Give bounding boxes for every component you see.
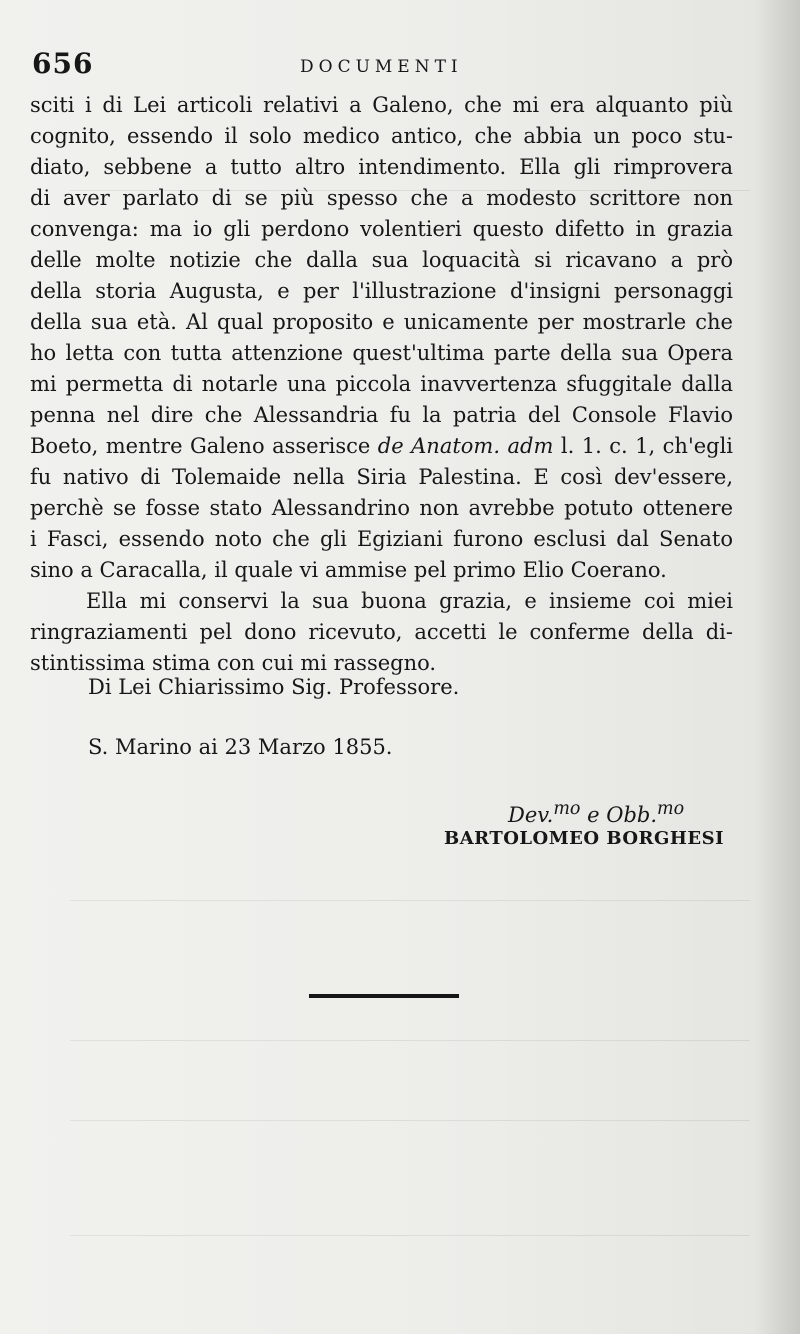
text-line: penna nel dire che Alessandria fu la patria del Console Flavio <box>30 403 733 427</box>
text-line: della storia Augusta, e per l'illustrazione d'insigni personaggi <box>30 279 733 303</box>
text-line: convenga: ma io gli perdono volentieri questo difetto in grazia <box>30 217 733 241</box>
text-line: mi permetta di notarle una piccola inavvertenza sfuggitale dalla <box>30 372 733 396</box>
signoff-obb-sup: mo <box>657 799 685 819</box>
text-line: sino a Caracalla, il quale vi ammise pel primo Elio Coerano. <box>30 558 667 582</box>
citation-title: de Anatom. adm <box>377 434 554 458</box>
section-rule <box>309 994 459 998</box>
text-line: stintissima stima con cui mi rassegno. <box>30 651 437 675</box>
text-line: di aver parlato di se più spesso che a modesto scrittore non <box>30 186 733 210</box>
page-edge-shadow <box>754 0 800 1334</box>
text-line: delle molte notizie che dalla sua loquacità si ricavano a prò <box>30 248 733 272</box>
place-date: S. Marino ai 23 Marzo 1855. <box>88 735 393 759</box>
text-line: ringraziamenti pel dono ricevuto, accetti le conferme della di- <box>30 620 733 644</box>
text-line: sciti i di Lei articoli relativi a Galeno, che mi era alquanto più <box>30 93 733 117</box>
bleed-through-line <box>70 1120 750 1139</box>
text-line: diato, sebbene a tutto altro intendimento. Ella gli rimprovera <box>30 155 733 179</box>
letter-body <box>30 90 733 679</box>
text-line: ho letta con tutta attenzione quest'ultima parte della sua Opera <box>30 341 733 365</box>
bleed-through-line <box>70 900 750 919</box>
running-title: DOCUMENTI <box>300 57 463 77</box>
bleed-through-line <box>70 1040 750 1059</box>
text-line: perchè se fosse stato Alessandrino non avrebbe potuto ottenere <box>30 496 733 520</box>
text-line: i Fasci, essendo noto che gli Egiziani furono esclusi dal Senato <box>30 527 733 551</box>
text-line: Ella mi conservi la sua buona grazia, e insieme coi miei <box>86 589 733 613</box>
signoff-conj: e <box>580 803 607 827</box>
signoff-dev-sup: mo <box>553 799 581 819</box>
page-header <box>32 48 732 84</box>
boeto-text: Boeto, mentre Galeno asserisce <box>30 434 378 458</box>
closing-salutation: Di Lei Chiarissimo Sig. Professore. <box>88 675 460 699</box>
signoff-dev: Dev. <box>508 803 554 827</box>
signoff-obb: Obb. <box>606 803 658 827</box>
text-line: fu nativo di Tolemaide nella Siria Palestina. E così dev'essere, <box>30 465 733 489</box>
text-line: della sua età. Al qual proposito e unicamente per mostrarle che <box>30 310 733 334</box>
signature: BARTOLOMEO BORGHESI <box>444 828 725 849</box>
citation-reference: l. 1. c. 1, ch'egli <box>553 434 733 458</box>
bleed-through-line <box>70 1235 750 1254</box>
text-line-citation <box>30 431 733 462</box>
text-line: cognito, essendo il solo medico antico, che abbia un poco stu- <box>30 124 733 148</box>
page-number: 656 <box>32 47 94 80</box>
